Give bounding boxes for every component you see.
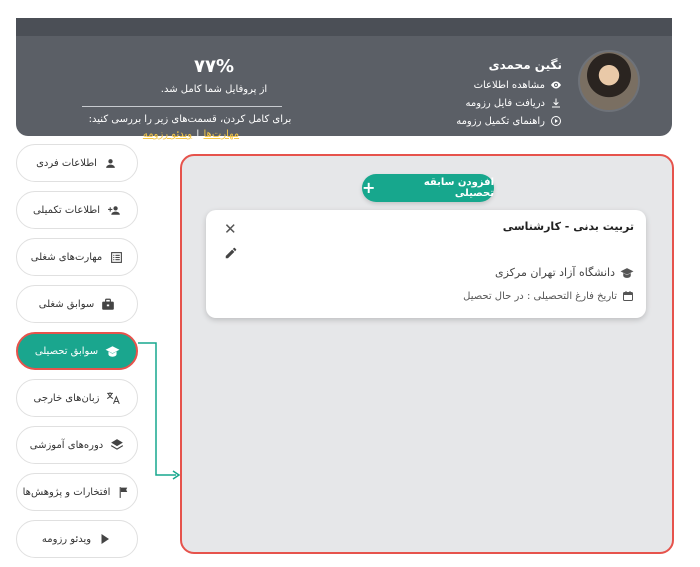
sidebar-item-job-skills[interactable]	[16, 238, 138, 276]
education-graduation-date	[463, 290, 634, 302]
sidebar-item-education[interactable]	[16, 332, 138, 370]
resume-guide-label: راهنمای تکمیل رزومه	[456, 115, 545, 127]
graduation-cap-icon	[620, 267, 634, 279]
calendar-icon	[622, 290, 634, 302]
sidebar-item-label: زبان‌های خارجی	[33, 392, 100, 404]
briefcase-icon	[101, 297, 115, 311]
sidebar-item-label: سوابق شغلی	[38, 298, 95, 310]
education-school-name: دانشگاه آزاد تهران مرکزی	[494, 266, 615, 279]
skills-hint-link[interactable]: مهارت‌ها	[203, 129, 240, 140]
sidebar-item-label: دوره‌های آموزشی	[29, 439, 104, 451]
sidebar-item-label: سوابق تحصیلی	[34, 345, 99, 357]
banner-top-strip	[16, 18, 672, 36]
education-card	[206, 210, 646, 318]
profile-banner	[16, 18, 672, 140]
add-education-label: افزودن سابقه تحصیلی	[423, 177, 494, 199]
view-info-label: مشاهده اطلاعات	[473, 79, 545, 91]
sidebar-item-work-history[interactable]	[16, 285, 138, 323]
person-icon	[104, 156, 118, 170]
hint-links	[116, 129, 266, 140]
sidebar-item-training-courses[interactable]	[16, 426, 138, 464]
sidebar-item-label: اطلاعات تکمیلی	[32, 204, 101, 216]
view-info-link[interactable]	[456, 76, 562, 94]
user-name: نگین محمدی	[488, 58, 562, 72]
sidebar-item-label: ویدئو رزومه	[41, 533, 92, 545]
connector-arrow	[138, 342, 184, 482]
hint-separator: |	[196, 129, 200, 140]
plus-icon: +	[362, 178, 376, 197]
sidebar-item-video-resume[interactable]	[16, 520, 138, 558]
download-resume-label: دریافت فایل رزومه	[465, 97, 545, 109]
completion-percent: ۷۷%	[193, 56, 234, 77]
education-title: تربیت بدنی - کارشناسی	[502, 220, 634, 233]
graduation-cap-icon	[105, 344, 119, 358]
translate-icon	[106, 391, 120, 405]
download-resume-link[interactable]	[456, 94, 562, 112]
list-icon	[109, 250, 123, 264]
play-icon	[98, 532, 112, 546]
layers-icon	[110, 438, 124, 452]
close-icon[interactable]: ✕	[224, 220, 237, 238]
play-circle-icon	[550, 115, 562, 127]
completion-hint: برای کامل کردن، قسمت‌های زیر را بررسی کنید:	[88, 114, 292, 125]
education-panel	[180, 154, 674, 554]
eye-icon	[550, 79, 562, 91]
flag-icon	[117, 485, 131, 499]
graduation-label: تاریخ فارغ التحصیلی : در حال تحصیل	[463, 290, 617, 302]
resume-guide-link[interactable]	[456, 112, 562, 130]
download-icon	[550, 97, 562, 109]
add-education-button[interactable]	[362, 174, 494, 202]
person-add-icon	[107, 203, 121, 217]
sidebar-item-label: افتخارات و پژوهش‌ها	[22, 486, 111, 498]
edit-icon[interactable]	[224, 246, 238, 260]
video-resume-hint-link[interactable]: ویدئو رزومه	[142, 129, 193, 140]
completion-note: از پروفایل شما کامل شد.	[160, 84, 268, 95]
sidebar-item-label: اطلاعات فردی	[36, 157, 97, 169]
sidebar-item-personal-info[interactable]	[16, 144, 138, 182]
education-school	[495, 266, 634, 279]
banner-divider	[82, 106, 282, 107]
profile-links	[456, 76, 562, 130]
avatar[interactable]	[578, 50, 640, 112]
sidebar-item-honors-research[interactable]	[16, 473, 138, 511]
sidebar-item-languages[interactable]	[16, 379, 138, 417]
sidebar-nav	[16, 144, 138, 567]
sidebar-item-label: مهارت‌های شغلی	[30, 251, 103, 263]
sidebar-item-additional-info[interactable]	[16, 191, 138, 229]
